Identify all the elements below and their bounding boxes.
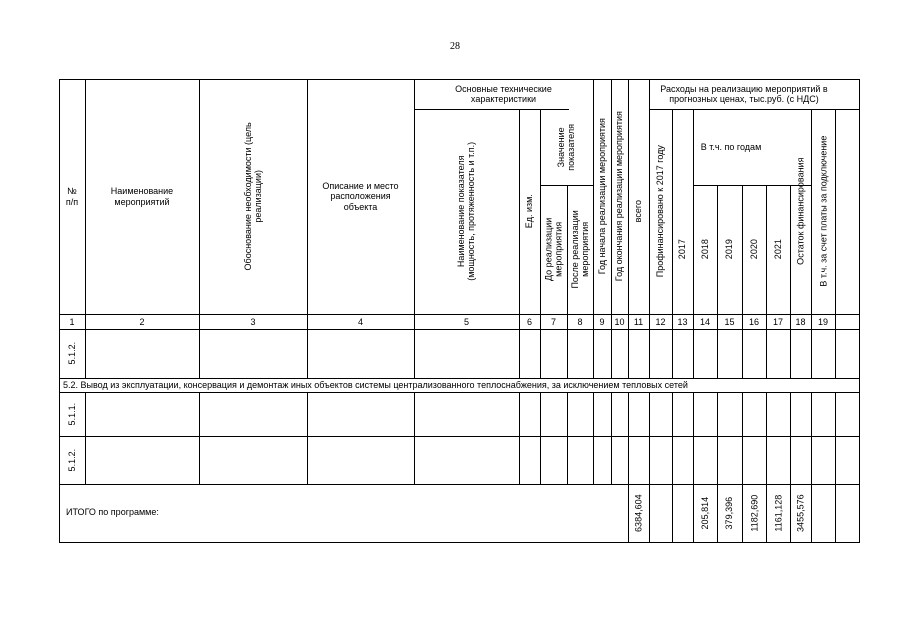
total-label: ИТОГО по программе: [66, 507, 159, 517]
rule-col-2-3-lower [199, 392, 200, 485]
column-number: 1 [69, 316, 75, 327]
column-number: 19 [817, 316, 828, 327]
total-2020-value: 1161,128 [772, 495, 783, 532]
row-number-512-first: 5.1.2. [66, 342, 77, 365]
total-2018-value: 379,396 [724, 497, 735, 530]
rule-section-bottom [59, 392, 860, 393]
rule-col-6-7-lower [540, 392, 541, 485]
rule-col-7-8-lower [567, 392, 568, 485]
header-group-costs: Расходы на реализацию мероприятий в прогнозных ценах, тыс.руб. (с НДС) [660, 83, 828, 104]
column-number: 17 [772, 316, 783, 327]
rule-right [859, 79, 860, 543]
column-number: 14 [699, 316, 710, 327]
header-col15-2019: 2019 [724, 239, 735, 260]
rule-col-11-12-lower [649, 392, 650, 543]
column-number: 18 [795, 316, 806, 327]
column-number: 16 [748, 316, 759, 327]
header-col12-financed: Профинансировано к 2017 году [655, 145, 666, 278]
column-number: 2 [139, 316, 145, 327]
row-number-512-second: 5.1.2. [66, 448, 77, 472]
header-group-tech: Основные технические характеристики [455, 83, 552, 104]
rule-bottom [59, 542, 860, 543]
rule-col-9-10-lower [611, 392, 612, 485]
total-2017-value: 205,814 [699, 497, 710, 530]
column-number: 12 [655, 316, 666, 327]
header-col17-2021: 2021 [772, 239, 783, 260]
header-col1-number: № п/п [65, 186, 79, 207]
column-number: 7 [550, 316, 556, 327]
header-col10-end-year: Год окончания реализации мероприятия [614, 111, 625, 282]
header-col5-indicator: Наименование показателя (мощность, протяженность и т.п.) [456, 142, 477, 281]
column-number: 13 [677, 316, 688, 327]
header-col14-2018: 2018 [699, 239, 710, 260]
rule-row-511-bottom [59, 436, 860, 437]
header-col11-total: всего [633, 200, 644, 223]
rule-col-1-2-lower [85, 392, 86, 485]
header-col13-2017: 2017 [677, 239, 688, 260]
column-number: 8 [577, 316, 583, 327]
rule-col-18-19-lower [811, 392, 812, 543]
page-number: 28 [450, 41, 460, 52]
program-table [59, 79, 860, 543]
column-number: 11 [633, 316, 644, 327]
header-col18-remaining: Остаток финансирования [795, 157, 806, 266]
rule-numbers-bottom [59, 329, 860, 330]
rule-col-4-5-lower [414, 392, 415, 485]
header-col19-connection-fee: В т.ч. за счет платы за подключение [817, 136, 828, 287]
rule-col-8-9-lower [593, 392, 594, 485]
header-col4-description: Описание и место расположения объекта [322, 180, 399, 212]
total-vsego-value: 6384,604 [633, 494, 644, 533]
column-number: 9 [599, 316, 605, 327]
column-number: 3 [250, 316, 256, 327]
header-group-value: Значение показателя [556, 123, 577, 171]
header-col6-unit: Ед. изм. [524, 194, 535, 229]
section-5-2-title: 5.2. Вывод из эксплуатации, консервация и демонтаж иных объектов системы централизованного теплоснабжения, за исключением тепловых сетей [63, 380, 688, 390]
row-number-511: 5.1.1. [66, 402, 77, 426]
rule-col-19-right-lower [835, 392, 836, 543]
header-col7-before: До реализации мероприятия [543, 217, 564, 282]
column-number: 10 [614, 316, 625, 327]
rule-col-19-right [835, 109, 836, 379]
total-2019-value: 1182,690 [748, 495, 759, 532]
header-col3-justification: Обоснование необходимости (цель реализации) [242, 122, 264, 271]
header-col9-start-year: Год начала реализации мероприятия [596, 118, 607, 275]
header-col2-measures: Наименование мероприятий [110, 186, 174, 207]
column-number: 15 [724, 316, 735, 327]
total-2021-value: 3455,576 [795, 494, 806, 533]
column-number: 6 [526, 316, 532, 327]
column-number: 5 [463, 316, 469, 327]
header-col8-after: После реализации мероприятия [569, 210, 590, 289]
rule-col-3-4-lower [307, 392, 308, 485]
rule-col-12-13-lower [672, 392, 673, 543]
header-group-years: В т.ч. по годам [700, 141, 762, 152]
rule-col-5-6-lower [519, 392, 520, 485]
header-col16-2020: 2020 [748, 239, 759, 260]
column-number: 4 [357, 316, 363, 327]
